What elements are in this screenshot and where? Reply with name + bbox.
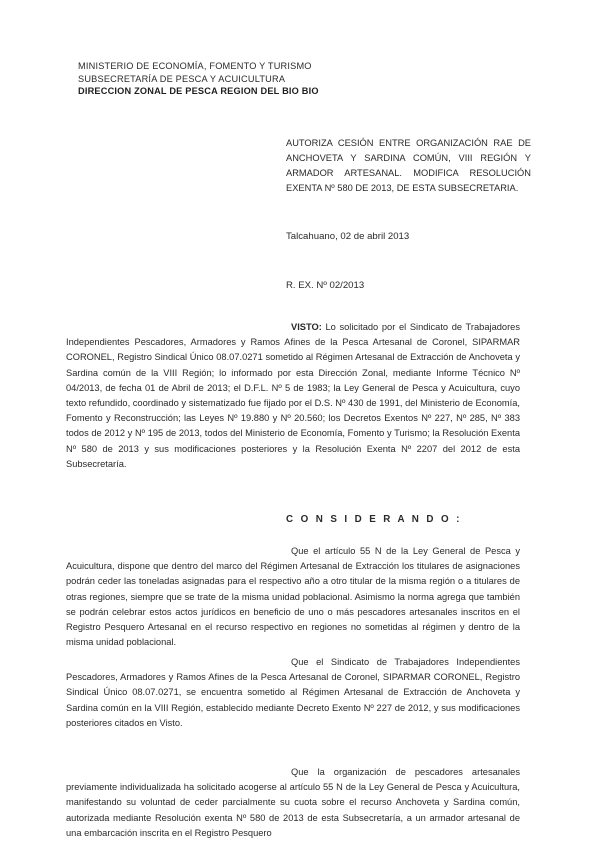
- considerando-paragraph-1: [66, 544, 520, 650]
- considerando-heading: C O N S I D E R A N D O :: [286, 514, 462, 525]
- considerando-text-2: Que el Sindicato de Trabajadores Independientes Pescadores, Armadores y Ramos Afines de la Pesca Artesanal de Coronel, SIPARMAR CORONEL, Registro Sindical Único 08.07.0271, se encuentra sometido al Régimen Artesanal de Extracción de Anchoveta y Sardina común en la VIII Región, establecido mediante Decreto Exento Nº 227 de 2012, y sus modificaciones posteriores citados en Visto.: [66, 657, 520, 728]
- considerando-text-1: Que el artículo 55 N de la Ley General de Pesca y Acuicultura, dispone que dentro del marco del Régimen Artesanal de Extracción los titulares de asignaciones podrán ceder las toneladas asignadas para el respectivo año a otro titular de la misma región o a titulares de otras regiones, siempre que se trate de la misma unidad poblacional. Asimismo la norma agrega que también se podrán celebrar estos actos jurídicos en beneficio de uno o más pescadores artesanales inscritos en el Registro Pesquero Artesanal en el recurso respectivo en regiones no sometidas al régimen y dentro de la misma unidad poblacional.: [66, 546, 520, 648]
- visto-paragraph: [66, 320, 520, 472]
- letterhead: [78, 60, 319, 98]
- visto-label: VISTO:: [291, 322, 322, 332]
- subsecretaria-line: SUBSECRETARÍA DE PESCA Y ACUICULTURA: [78, 73, 286, 84]
- place-date: Talcahuano, 02 de abril 2013: [286, 231, 410, 242]
- resolution-number: R. EX. Nº 02/2013: [286, 280, 365, 291]
- considerando-paragraph-2: [66, 655, 520, 731]
- resolution-subject: AUTORIZA CESIÓN ENTRE ORGANIZACIÓN RAE DE ANCHOVETA Y SARDINA COMÚN, VIII REGIÓN Y ARMADOR ARTESANAL. MODIFICA RESOLUCIÓN EXENTA Nº 580 DE 2013, DE ESTA SUBSECRETARIA.: [286, 138, 531, 193]
- direccion-zonal-line: DIRECCION ZONAL DE PESCA REGION DEL BIO BIO: [78, 86, 319, 96]
- visto-text: Lo solicitado por el Sindicato de Trabajadores Independientes Pescadores, Armadores y Ramos Afines de la Pesca Artesanal de Coronel, SIPARMAR CORONEL, Registro Sindical Único 08.07.0271 sometido al Régimen Artesanal de Extracción de Anchoveta y Sardina común de la VIII Región; lo informado por esta Dirección Zonal, mediante Informe Técnico Nº 04/2013, de fecha 01 de Abril de 2013; el D.F.L. Nº 5 de 1983; la Ley General de Pesca y Acuicultura, cuyo texto refundido, coordinado y sistematizado fue fijado por el D.S. Nº 430 de 1991, del Ministerio de Economía, Fomento y Reconstrucción; las Leyes Nº 19.880 y Nº 20.560; los Decretos Exentos Nº 227, Nº 285, Nº 383 todos de 2012 y Nº 195 de 2013, todos del Ministerio de Economía, Fomento y Turismo; la Resolución Exenta Nº 580 de 2013 y sus modificaciones posteriores y la Resolución Exenta Nº 2207 del 2012 de esta Subsecretaría.: [66, 322, 520, 469]
- considerando-paragraph-3: [66, 765, 520, 841]
- ministry-line: MINISTERIO DE ECONOMÍA, FOMENTO Y TURISMO: [78, 61, 312, 71]
- considerando-text-3: Que la organización de pescadores artesanales previamente individualizada ha solicitado acogerse al artículo 55 N de la Ley General de Pesca y Acuicultura, manifestando su voluntad de ceder parcialmente su cuota sobre el recurso Anchoveta y Sardina común, autorizada mediante Resolución exenta Nº 580 de 2013 de esta Subsecretaría, a un armador artesanal de una embarcación inscrita en el Registro Pesquero: [66, 767, 520, 838]
